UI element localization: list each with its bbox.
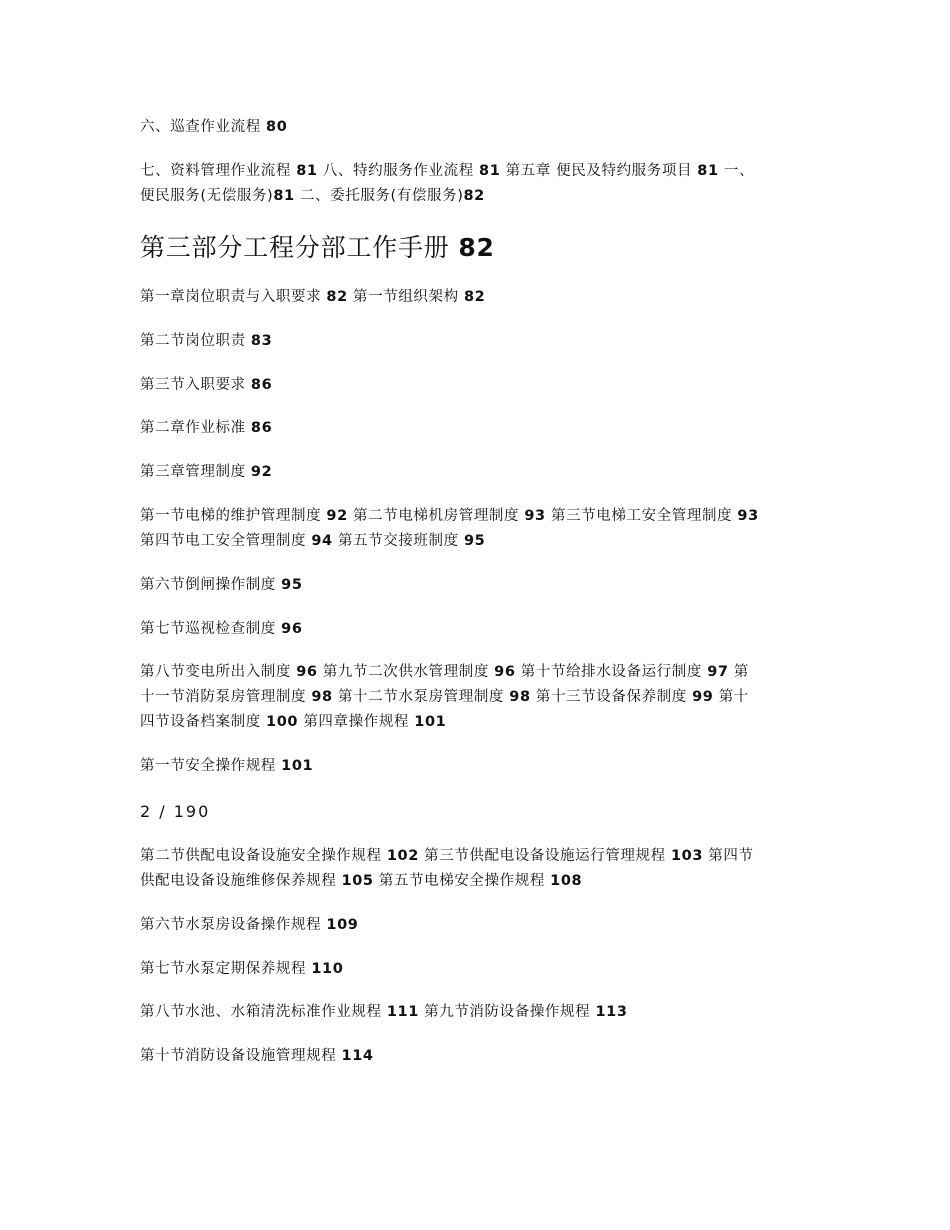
toc-entry	[140, 373, 810, 398]
toc-entry-page: 80	[266, 119, 288, 135]
toc-entry-page: 82	[326, 289, 348, 305]
toc-entry-title: 十一节消防泵房管理制度	[140, 689, 307, 705]
toc-entry-title: 第十三节设备保养制度	[535, 689, 687, 705]
toc-entry-title: 便民服务(无偿服务)	[140, 188, 274, 204]
toc-entry-page: 109	[326, 917, 359, 933]
toc-entry-title: 第七节水泵定期保养规程	[140, 961, 307, 977]
toc-entry-title: 第九节二次供水管理制度	[322, 664, 489, 680]
heading-page: 82	[458, 233, 495, 262]
toc-entry-page: 95	[281, 577, 303, 593]
toc-entry-page: 102	[386, 848, 419, 864]
toc-entry-page: 82	[463, 289, 486, 305]
toc-paragraph	[140, 844, 810, 869]
heading-title: 第三部分工程分部工作手册	[140, 233, 450, 262]
toc-entry	[140, 617, 810, 642]
toc-entry-page: 92	[250, 464, 273, 480]
toc-entry-title: 六、巡查作业流程	[140, 119, 261, 135]
toc-entry-title: 第二节电梯机房管理制度	[353, 508, 520, 524]
toc-entry	[140, 957, 810, 982]
toc-entry-title: 第一节组织架构	[353, 289, 459, 305]
toc-entry-page: 81	[273, 188, 295, 204]
toc-entry-title: 供配电设备设施维修保养规程	[140, 873, 337, 889]
toc-entry-page: 98	[509, 689, 531, 705]
toc-entry	[140, 460, 810, 485]
toc-entry-title: 第九节消防设备操作规程	[424, 1004, 591, 1020]
toc-entry-page: 86	[250, 420, 273, 436]
toc-entry-title: 第二章作业标准	[140, 420, 246, 436]
toc-entry-page: 111	[386, 1004, 419, 1020]
toc-entry-title: 第六节水泵房设备操作规程	[140, 917, 322, 933]
toc-paragraph	[140, 184, 810, 209]
toc-entry-title: 一、	[723, 163, 755, 179]
toc-entry-title: 八、特约服务作业流程	[322, 163, 474, 179]
toc-entry	[140, 913, 810, 938]
toc-entry-page: 94	[311, 533, 333, 549]
toc-entry-page: 86	[250, 377, 273, 393]
toc-entry-title: 第八节变电所出入制度	[140, 664, 291, 680]
toc-entry-page: 98	[311, 689, 333, 705]
toc-paragraph	[140, 285, 810, 310]
toc-entry-page: 93	[524, 508, 546, 524]
toc-entry-page: 97	[707, 664, 729, 680]
toc-entry-title: 第五章 便民及特约服务项目	[505, 163, 693, 179]
toc-entry-page: 96	[296, 664, 318, 680]
toc-entry	[140, 329, 810, 354]
toc-entry-title: 二、委托服务(有偿服务)	[299, 188, 464, 204]
toc-entry-page: 96	[281, 621, 303, 637]
toc-entry-title: 第二节供配电设备设施安全操作规程	[140, 848, 382, 864]
toc-entry-page: 105	[341, 873, 374, 889]
toc-entry-page: 81	[697, 163, 719, 179]
toc-entry-title: 第十节消防设备设施管理规程	[140, 1048, 337, 1064]
toc-entry-title: 第六节倒闸操作制度	[140, 577, 276, 593]
toc-entry-page: 95	[463, 533, 486, 549]
toc-entry-title: 第三节入职要求	[140, 377, 246, 393]
section-heading	[140, 231, 810, 265]
toc-entry-title: 第四章操作规程	[303, 714, 410, 730]
toc-entry-title: 第一节安全操作规程	[140, 758, 276, 774]
toc-entry-page: 110	[311, 961, 344, 977]
toc-entry-title: 第	[733, 664, 749, 680]
toc-entry-page: 81	[479, 163, 501, 179]
toc-entry	[140, 754, 810, 779]
toc-entry	[140, 115, 810, 140]
toc-entry-title: 第一章岗位职责与入职要求	[140, 289, 322, 305]
toc-paragraph	[140, 660, 810, 685]
toc-entry	[140, 416, 810, 441]
toc-entry-page: 113	[595, 1004, 628, 1020]
toc-entry	[140, 573, 810, 598]
toc-entry-page: 96	[494, 664, 516, 680]
toc-entry-page: 103	[670, 848, 704, 864]
toc-entry-title: 第三节电梯工安全管理制度	[550, 508, 733, 524]
toc-entry-title: 第四节	[708, 848, 754, 864]
toc-entry-page: 101	[281, 758, 314, 774]
toc-entry-title: 第五节交接班制度	[337, 533, 459, 549]
toc-entry-title: 第二节岗位职责	[140, 333, 246, 349]
toc-entry-page: 92	[326, 508, 348, 524]
toc-paragraph	[140, 1000, 810, 1025]
toc-entry-page: 99	[692, 689, 714, 705]
toc-entry-title: 第一节电梯的维护管理制度	[140, 508, 322, 524]
toc-paragraph	[140, 159, 810, 184]
toc-entry-page: 83	[250, 333, 273, 349]
toc-paragraph	[140, 504, 810, 529]
toc-entry-title: 第十	[718, 689, 749, 705]
toc-paragraph	[140, 869, 810, 894]
toc-paragraph	[140, 710, 810, 735]
toc-entry-title: 第三章管理制度	[140, 464, 246, 480]
toc-entry-title: 第三节供配电设备设施运行管理规程	[424, 848, 666, 864]
toc-entry-title: 第十节给排水设备运行制度	[520, 664, 702, 680]
toc-paragraph	[140, 685, 810, 710]
toc-entry	[140, 1044, 810, 1069]
toc-entry-title: 第十二节水泵房管理制度	[337, 689, 505, 705]
toc-entry-page: 82	[463, 188, 485, 204]
toc-entry-title: 第五节电梯安全操作规程	[378, 873, 545, 889]
toc-entry-page: 114	[341, 1048, 374, 1064]
toc-entry-page: 101	[414, 714, 447, 730]
page-number: 2 / 190	[140, 802, 211, 821]
toc-entry-title: 七、资料管理作业流程	[140, 163, 291, 179]
toc-entry-page: 81	[296, 163, 318, 179]
toc-entry-title: 第四节电工安全管理制度	[140, 533, 307, 549]
toc-entry-title: 四节设备档案制度	[140, 714, 261, 730]
toc-entry-page: 100	[266, 714, 299, 730]
toc-entry-page: 108	[550, 873, 583, 889]
toc-paragraph	[140, 529, 810, 554]
toc-entry-title: 第八节水池、水箱清洗标准作业规程	[140, 1004, 382, 1020]
toc-entry-title: 第七节巡视检查制度	[140, 621, 276, 637]
toc-entry-page: 93	[737, 508, 759, 524]
